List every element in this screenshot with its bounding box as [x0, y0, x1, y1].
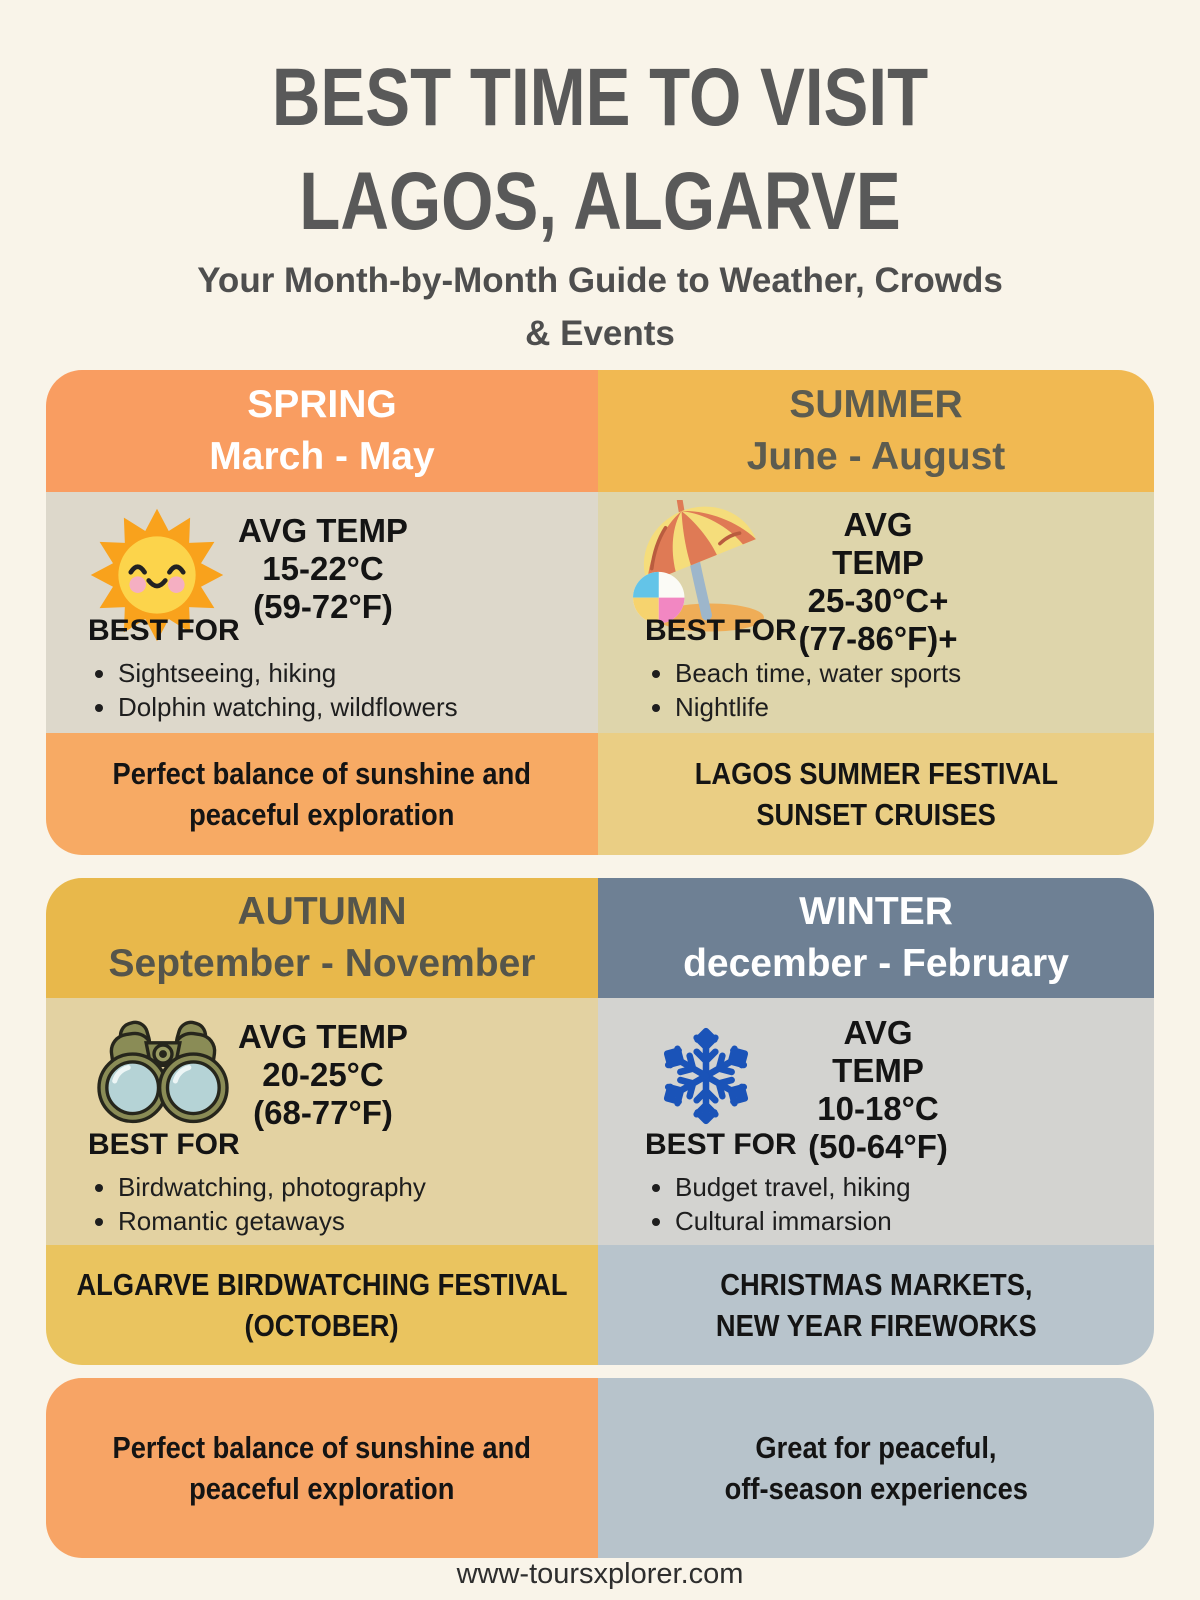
website-url: www-toursxplorer.com [456, 1558, 744, 1590]
winter-best-for [645, 1128, 911, 1238]
autumn-avg-temp: AVG TEMP 20-25°C (68-77°F) [238, 1018, 408, 1131]
summary-notes-row [46, 1378, 1154, 1558]
winter-header [598, 878, 1154, 998]
winter-body [598, 998, 1154, 1245]
summer-body [598, 492, 1154, 733]
autumn-highlight: ALGARVE BIRDWATCHING FESTIVAL (OCTOBER) [46, 1245, 598, 1365]
autumn-best-for-item: • Birdwatching, photography [118, 1170, 426, 1204]
winter-avg-temp: AVG TEMP 10-18°C (50-64°F) [808, 1014, 948, 1165]
summer-header [598, 370, 1154, 492]
winter-summary-note: Great for peaceful, off-season experiences [598, 1378, 1154, 1558]
spring-avg-temp: AVG TEMP 15-22°C (59-72°F) [238, 512, 408, 625]
spring-summary-note: Perfect balance of sunshine and peaceful exploration [46, 1378, 598, 1558]
autumn-season-name: AUTUMN [237, 890, 407, 933]
autumn-best-for-item: • Romantic getaways [118, 1204, 426, 1238]
autumn-season-months: September - November [108, 942, 536, 985]
spring-summer-group [46, 370, 1154, 855]
winter-season-months: december - February [683, 942, 1069, 985]
autumn-body [46, 998, 598, 1245]
page-subtitle-line1: Your Month-by-Month Guide to Weather, Crowds [197, 261, 1003, 300]
autumn-best-for [88, 1128, 426, 1238]
spring-season-months: March - May [209, 435, 435, 478]
summer-season-name: SUMMER [789, 383, 963, 426]
winter-highlight: CHRISTMAS MARKETS, NEW YEAR FIREWORKS [598, 1245, 1154, 1365]
page-title-line2: LAGOS, ALGARVE [299, 156, 901, 247]
title-block [0, 46, 1200, 360]
summer-best-for-item: • Beach time, water sports [675, 656, 961, 690]
winter-best-for-label: BEST FOR [645, 1128, 797, 1161]
autumn-winter-group [46, 878, 1154, 1365]
summer-best-for-item: • Nightlife [675, 690, 961, 724]
spring-best-for [88, 614, 458, 724]
page-subtitle-line2: & Events [525, 314, 675, 353]
spring-highlight: Perfect balance of sunshine and peaceful exploration [46, 733, 598, 855]
spring-best-for-item: • Dolphin watching, wildflowers [118, 690, 458, 724]
summer-season-months: June - August [746, 435, 1006, 478]
winter-best-for-item: • Budget travel, hiking [675, 1170, 911, 1204]
spring-header [46, 370, 598, 492]
summer-highlight: LAGOS SUMMER FESTIVAL SUNSET CRUISES [598, 733, 1154, 855]
autumn-header [46, 878, 598, 998]
summer-best-for-label: BEST FOR [645, 614, 797, 647]
page-title-line1: BEST TIME TO VISIT [271, 52, 929, 143]
summer-best-for [645, 614, 961, 724]
spring-body [46, 492, 598, 733]
spring-season-name: SPRING [247, 383, 397, 426]
spring-best-for-item: • Sightseeing, hiking [118, 656, 458, 690]
winter-season-name: WINTER [799, 890, 953, 933]
summer-avg-temp: AVG TEMP 25-30°C+ (77-86°F)+ [798, 506, 958, 657]
spring-best-for-label: BEST FOR [88, 614, 240, 647]
autumn-best-for-label: BEST FOR [88, 1128, 240, 1161]
winter-best-for-item: • Cultural immarsion [675, 1204, 911, 1238]
